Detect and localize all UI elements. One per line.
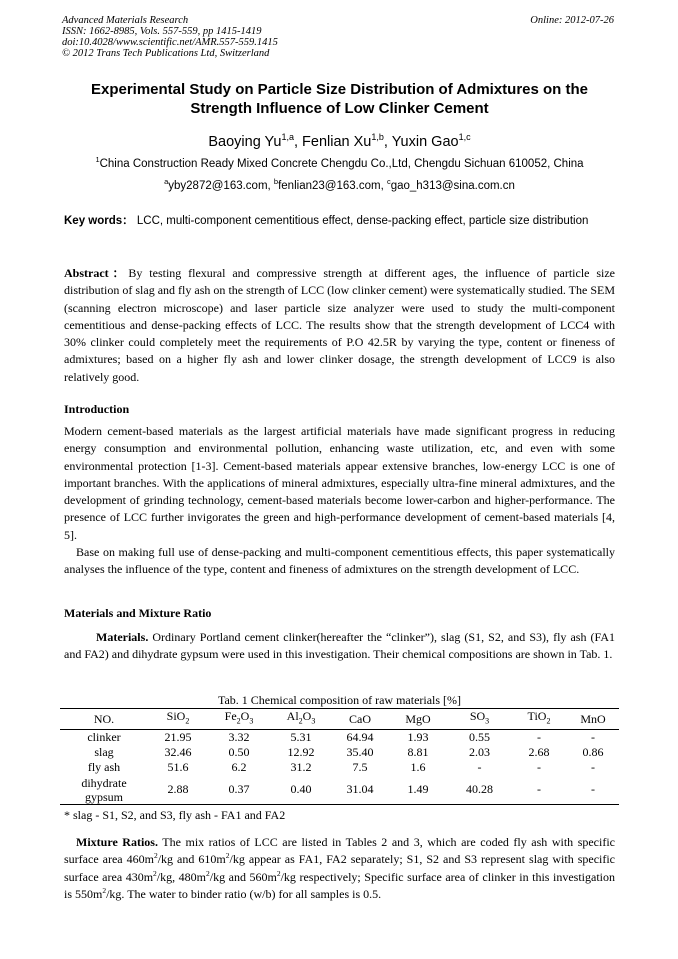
table-cell: - bbox=[591, 730, 595, 744]
author-name: Yuxin Gao bbox=[391, 133, 459, 150]
exponent: 2 bbox=[225, 851, 230, 861]
author-affil-mark: 1,a bbox=[281, 132, 294, 142]
affiliation-text: China Construction Ready Mixed Concrete Chengdu Co.,Ltd, Chengdu Sichuan 610052, China bbox=[99, 158, 584, 170]
email-address[interactable]: fenlian23@163.com bbox=[278, 180, 381, 192]
keywords-text: LCC, multi-component cementitious effect, dense-packing effect, particle size distribution bbox=[136, 215, 589, 227]
formula-text: MgO bbox=[405, 711, 431, 726]
row-label-line: dihydrate bbox=[81, 776, 127, 790]
formula-text: SO bbox=[469, 709, 486, 724]
formula-text: O bbox=[240, 709, 250, 724]
table-cell: 6.2 bbox=[231, 760, 247, 774]
table-cell: 21.95 bbox=[164, 730, 192, 744]
exponent: 2 bbox=[153, 868, 157, 878]
section-heading-materials: Materials and Mixture Ratio bbox=[64, 606, 212, 620]
table-cell: 32.46 bbox=[164, 745, 192, 759]
table-header-cell bbox=[148, 709, 208, 730]
table-cell: 8.81 bbox=[407, 745, 429, 759]
formula-subscript: 2 bbox=[546, 716, 551, 726]
table-cell: - bbox=[537, 730, 541, 744]
introduction-body bbox=[64, 423, 615, 579]
mixture-label: Mixture Ratios. bbox=[76, 835, 158, 849]
table-cell: 35.40 bbox=[346, 745, 374, 759]
abstract bbox=[64, 265, 615, 386]
table-cell: - bbox=[537, 760, 541, 774]
table-caption: Tab. 1 Chemical composition of raw materials [%] bbox=[217, 693, 462, 707]
table-header-cell bbox=[511, 709, 567, 730]
author-affil-mark: 1,b bbox=[371, 132, 384, 142]
formula-text: MnO bbox=[580, 711, 606, 726]
table-cell: 0.86 bbox=[582, 745, 604, 759]
mixture-paragraph bbox=[64, 834, 615, 903]
formula-subscript: 3 bbox=[311, 716, 316, 726]
table-cell: 1.49 bbox=[407, 782, 429, 796]
formula-text: TiO bbox=[527, 709, 547, 724]
keywords bbox=[64, 213, 615, 230]
doi-line[interactable]: doi:10.4028/www.scientific.net/AMR.557-559.1415 bbox=[62, 37, 278, 48]
journal-name: Advanced Materials Research bbox=[62, 15, 189, 26]
table-cell: - bbox=[591, 760, 595, 774]
table-cell: 51.6 bbox=[167, 760, 189, 774]
abstract-label: Abstract： bbox=[64, 266, 129, 280]
table-row-label bbox=[60, 775, 148, 805]
table-cell: 5.31 bbox=[290, 730, 312, 744]
formula-text: NO. bbox=[93, 711, 115, 726]
table-cell: 12.92 bbox=[287, 745, 315, 759]
table-header-cell bbox=[60, 709, 148, 730]
issn-line: ISSN: 1662-8985, Vols. 557-559, pp 1415-1419 bbox=[62, 26, 262, 37]
formula-text: SiO bbox=[166, 709, 186, 724]
table-row bbox=[60, 745, 619, 760]
formula-subscript: 2 bbox=[298, 716, 303, 726]
keywords-label: Key words： bbox=[64, 215, 134, 227]
email-mark: c bbox=[386, 177, 391, 186]
table-cell: 2.68 bbox=[528, 745, 550, 759]
email-mark: a bbox=[164, 177, 169, 186]
table-cell: 1.93 bbox=[407, 730, 429, 744]
table-cell: 0.50 bbox=[228, 745, 250, 759]
formula-subscript: 2 bbox=[185, 716, 190, 726]
table-header-cell bbox=[448, 709, 511, 730]
table-header-cell bbox=[388, 709, 448, 730]
mixture-text-3: /kg appear as FA1, FA2 separately; S1, S2 and S3 represent slag with specific surface area 430m bbox=[64, 852, 616, 884]
formula-text: Fe bbox=[224, 709, 237, 724]
mixture-text-4: /kg, 480m bbox=[156, 869, 206, 884]
formula-subscript: 3 bbox=[485, 716, 490, 726]
mixture-text-1: The mix ratios of LCC are listed in Tables 2 and 3, which are coded fly ash with specific surface area 460m bbox=[64, 835, 616, 867]
materials-paragraph bbox=[64, 629, 615, 664]
table-cell: 0.37 bbox=[228, 782, 250, 796]
table-row-label: slag bbox=[94, 745, 114, 759]
formula-subscript: 3 bbox=[249, 716, 254, 726]
author-list: Baoying Yu$^{1,a}$, Fenlian Xu$^{1,b}$, Yuxin Gao$^{1,c}$ bbox=[208, 132, 471, 150]
table-cell: 2.03 bbox=[469, 745, 490, 759]
table-cell: 40.28 bbox=[466, 782, 493, 796]
table-cell: 2.88 bbox=[167, 782, 189, 796]
author-name: Baoying Yu bbox=[208, 133, 282, 150]
table-row-label: fly ash bbox=[87, 760, 121, 774]
materials-label: Materials. bbox=[96, 630, 149, 644]
table-cell: - bbox=[477, 760, 482, 774]
table-row-label: clinker bbox=[87, 730, 121, 744]
table-cell: 31.2 bbox=[290, 760, 312, 774]
table-header-cell bbox=[567, 709, 619, 730]
mixture-text-7: /kg. The water to binder ratio (w/b) for all samples is 0.5. bbox=[106, 886, 382, 901]
chemical-composition-table bbox=[60, 708, 619, 805]
table-cell: - bbox=[591, 782, 595, 796]
exponent: 2 bbox=[206, 868, 210, 878]
exponent: 2 bbox=[153, 851, 158, 861]
table-footnote: * slag - S1, S2, and S3, fly ash - FA1 and FA2 bbox=[64, 808, 286, 822]
online-date: Online: 2012-07-26 bbox=[530, 15, 614, 26]
paper-title: Experimental Study on Particle Size Distribution of Admixtures on the Strength Influence of Low Clinker Cement bbox=[90, 81, 589, 117]
table-cell: 64.94 bbox=[346, 730, 374, 744]
intro-paragraph-2: Base on making full use of dense-packing and multi-component cementitious effects, this paper systematically analyses the influence of the type, content and fineness of admixtures on the strength development of LCC. bbox=[64, 545, 615, 577]
exponent: 2 bbox=[102, 885, 107, 895]
table-header-row bbox=[60, 709, 619, 730]
row-label-line: gypsum bbox=[84, 790, 123, 804]
copyright-line: © 2012 Trans Tech Publications Ltd, Switzerland bbox=[62, 48, 270, 59]
section-heading-introduction: Introduction bbox=[64, 402, 130, 416]
formula-text: CaO bbox=[349, 711, 371, 726]
email-mark: b bbox=[273, 177, 279, 186]
formula-text: O bbox=[302, 709, 312, 724]
table-cell: 3.32 bbox=[228, 730, 250, 744]
formula-text: Al bbox=[286, 709, 299, 724]
email-list: $^a$yby2872@163.com, $^b$fenlian23@163.com, $^c$gao_h313@sina.com.cn bbox=[164, 177, 515, 192]
exponent: 2 bbox=[276, 868, 281, 878]
email-address[interactable]: gao_h313@sina.com.cn bbox=[390, 180, 515, 192]
mixture-text-6: /kg respectively; Specific surface area of clinker in this investigation is 550m bbox=[64, 869, 615, 901]
email-address[interactable]: yby2872@163.com bbox=[168, 180, 268, 192]
journal-header bbox=[62, 15, 278, 59]
mixture-text-5: /kg and 560m bbox=[209, 869, 277, 884]
table-cell: - bbox=[537, 782, 541, 796]
affil-mark: 1 bbox=[95, 155, 100, 164]
table-cell: 7.5 bbox=[352, 760, 368, 774]
table-row bbox=[60, 775, 619, 805]
author-affil-mark: 1,c bbox=[458, 132, 471, 142]
table-cell: 0.55 bbox=[469, 730, 490, 744]
table-cell: 31.04 bbox=[346, 782, 374, 796]
materials-text: Ordinary Portland cement clinker(hereafter the “clinker”), slag (S1, S2, and S3), fly ash (FA1 and FA2) and dihydrate gypsum were used in this investigation. Their chemical compositions are shown in Tab. 1. bbox=[64, 630, 615, 662]
table-row bbox=[60, 730, 619, 746]
table-header-cell bbox=[270, 709, 332, 730]
author-name: Fenlian Xu bbox=[302, 133, 372, 150]
intro-paragraph-1: Modern cement-based materials as the largest artificial materials have made significant progress in reducing energy consumption and environmental pollution, enhancing waste utilization, etc, and even with some environmental protection [1-3]. Cement-based materials appear extensive branches, low-energy LCC is one of important branches. With the applications of mineral admixtures, especially ultra-fine mineral admixtures, and the development of grinding technology, cement-based materials become lower-carbon and higher-performance. The presence of LCC further invigorates the green and high-performance development of cement-based materials [4, 5]. bbox=[64, 424, 615, 542]
table-header-cell bbox=[208, 709, 270, 730]
table-cell: 0.40 bbox=[290, 782, 312, 796]
abstract-text: By testing flexural and compressive strength at different ages, the influence of particle size distribution of slag and fly ash on the strength of LCC (low clinker cement) were systematically studied. The SEM (scanning electron microscope) and laser particle size analyzer were used to study the multi-component cementitious and dense-packing effects of LCC. The results show that the strength development of LCC4 with 30% clinker could completely meet the requirements of P.O 42.5R by varying the type, content or fineness of admixtures; based on a higher fly ash and lower clinker dosage, the strength development of LCC9 is also relatively good. bbox=[64, 266, 616, 384]
table-row bbox=[60, 760, 619, 775]
affiliation bbox=[62, 157, 617, 172]
table-cell: 1.6 bbox=[410, 760, 426, 774]
formula-subscript: 2 bbox=[236, 716, 241, 726]
mixture-text-2: /kg and 610m bbox=[157, 852, 226, 867]
table-header-cell bbox=[332, 709, 388, 730]
